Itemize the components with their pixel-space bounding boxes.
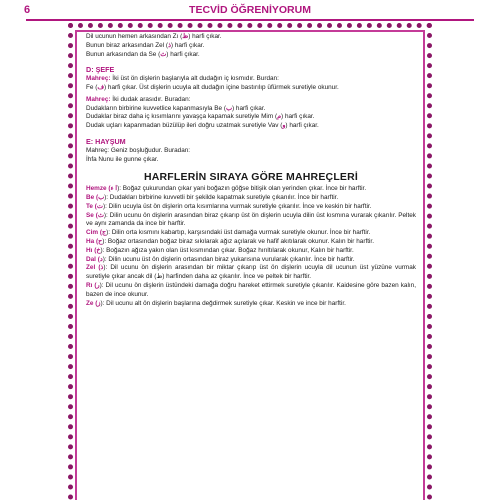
- main-heading: HARFLERİN SIRAYA GÖRE MAHREÇLERİ: [143, 171, 359, 184]
- text-line: Bunun biraz arkasından Zel (ذ) harfi çıkar.: [86, 41, 205, 49]
- text-line: Mahreç: İki üst ön dişlerin başlarıyla alt dudağın iç kısmıdır. Burdan:: [86, 75, 279, 83]
- text-line: Dudaklar biraz daha iç kısımlarını yavaşça kapamak suretiyle Mim (م) harfi çıkar.: [86, 113, 315, 121]
- text-line: Bunun arkasından da Se (ث) harfi çıkar.: [86, 50, 200, 58]
- letter-entry-dal: Dal (د): Dilin ucunu üst ön dişlerin ortasından biraz yukarısına vurularak çıkarılır. İnce bir harftir.: [86, 255, 355, 263]
- page-number: 6: [24, 4, 31, 16]
- section-title-sefe: D: ŞEFE: [86, 65, 115, 75]
- text-line: İhfa Nunu ile gunne çıkar.: [86, 155, 159, 163]
- letter-entry-ze: Ze (ز): Dil ucunu alt ön dişlerin başlarına değdirmek suretiyle çıkar. Keskin ve ince bir harftir.: [86, 299, 346, 307]
- letter-entry-hi: Hı (خ): Boğazın ağıza yakın olan üst kısmından çıkar. Boğaz hırıltılarak okunur, Kalın bir harftir.: [86, 246, 354, 254]
- text-line: Mahreç: İki dudak arasıdır. Buradan:: [86, 95, 191, 103]
- text-line: Dudak uçları kapanmadan büzülüp ileri doğru uzatmak suretiyle Vav (و) harfi çıkar.: [86, 122, 319, 130]
- text-line: Dudakların birbirine kuvvetlice kapanmasıyla Be (ب) harfi çıkar.: [86, 104, 266, 112]
- letter-entry-be: Be (ب): Dudakları birbirine kuvvetli bir şekilde kapatmak suretiyle çıkanılır. İnce bir harftir.: [86, 193, 339, 201]
- letter-entry-te: Te (ت): Dilin ucuyla üst ön dişlerin orta kısımlarına vurmak suretiyle çıkarılır. İnce ve keskin bir harftir.: [86, 202, 372, 210]
- section-title-haysum: E: HAYŞUM: [86, 136, 126, 146]
- letter-entry-se: Se (ث): Dilin ucunu ön dişlerin arasından biraz çıkarıp üst ön dişlerin ucuyla dilin üst kısmına vurarak çıkarılır. Peltek ve aynı zamanda da ince bir harftir.: [86, 211, 416, 228]
- letter-entry-ri: Rı (ر): Dil ucunu ön dişlerin üstündeki damağa doğru hareket ettirmek suretiyle çıkarılır. Kaidesine göre bazen kalın, bazen de ince okunur.: [86, 281, 416, 298]
- text-line: Mahreç: Geniz boşluğudur. Buradan:: [86, 146, 191, 154]
- text-line: Dil ucunun hemen arkasından Zı (ظ) harfi çıkar.: [86, 33, 222, 40]
- text-line: Fe (ف) harfi çıkar. Üst dişlerin ucuyla alt dudağın içine bastırılıp üfürmek suretiyle okunur.: [86, 83, 339, 91]
- running-title: TECVİD ÖĞRENİYORUM: [189, 4, 311, 16]
- letter-entry-hemze: Hemze (ا ء): Boğaz çukurundan çıkar yani boğazın göğse bitişik olan yerinden çıkar. İnce bir harftir.: [86, 185, 367, 193]
- page-content: [86, 33, 416, 308]
- letter-entry-zel: Zel (ذ): Dil ucunu ön dişlerin arasından bir miktar çıkarıp üst ön dişlerin ucuyla dil ucunun üst yüzüne vurmak suretiyle çıkar ancak dil (ظ) harfinden daha az çıkarılır. İnce ve peltek bir harftir.: [86, 264, 417, 281]
- header-rule: [26, 19, 474, 21]
- letter-entry-cim: Cim (ج): Dilin orta kısmını kabartıp, karşısındaki üst damağa vurmak suretiyle okunur. İnce bir harftir.: [86, 229, 371, 237]
- letter-entry-ha: Ha (ح): Boğaz ortasından boğaz biraz sıkılarak ağız açılarak ve hafif akıtılarak okunur. Kalın bir harftir.: [86, 237, 374, 245]
